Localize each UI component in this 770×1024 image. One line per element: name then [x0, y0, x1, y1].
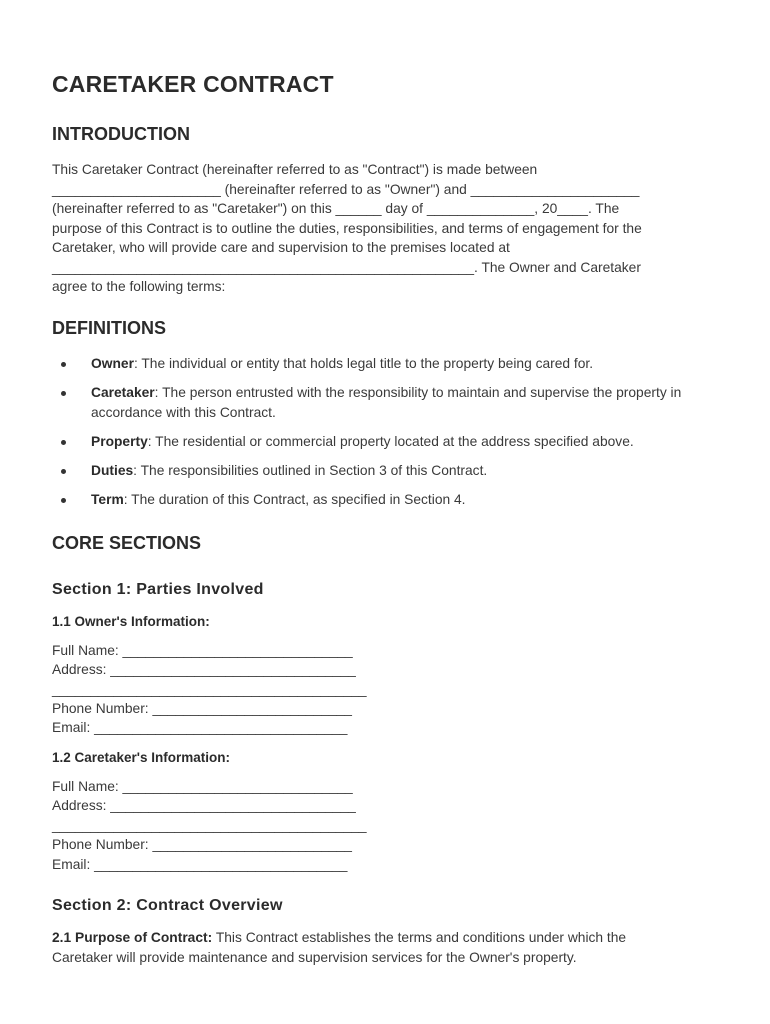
bullet-icon — [61, 391, 66, 396]
definitions-list — [52, 354, 722, 519]
caretaker-phone-field: Phone Number: __________________________ — [52, 837, 352, 852]
introduction-paragraph — [52, 160, 722, 297]
bullet-icon — [61, 498, 66, 503]
bullet-icon — [61, 469, 66, 474]
introduction-line: (hereinafter referred to as "Caretaker") on this ______ day of ______________, 20____. The — [52, 201, 620, 216]
purpose-text: This Contract establishes the terms and conditions under which the — [212, 930, 627, 945]
owner-address-field: Address: ________________________________ — [52, 662, 356, 677]
owner-phone-field: Phone Number: __________________________ — [52, 701, 352, 716]
introduction-line: agree to the following terms: — [52, 279, 226, 294]
definition-text: : The person entrusted with the responsibility to maintain and supervise the property in accordance with this Contract. — [91, 385, 682, 420]
caretaker-info-heading: 1.2 Caretaker's Information: — [52, 750, 231, 765]
caretaker-full-name-field: Full Name: ______________________________ — [52, 779, 353, 794]
introduction-heading: INTRODUCTION — [52, 124, 190, 144]
caretaker-address-line2-field: _________________________________________ — [52, 818, 367, 833]
definition-text: : The residential or commercial property located at the address specified above. — [147, 433, 634, 449]
definition-item-term — [52, 490, 722, 510]
purpose-line — [52, 928, 722, 948]
definition-item-duties — [52, 461, 722, 481]
purpose-paragraph — [52, 928, 722, 967]
definition-term: Owner — [91, 356, 134, 371]
introduction-line: ______________________ (hereinafter referred to as "Owner") and ______________________ — [52, 181, 640, 197]
definition-text: : The duration of this Contract, as specified in Section 4. — [123, 491, 466, 507]
purpose-label: 2.1 Purpose of Contract: — [52, 930, 213, 945]
definition-item-owner — [52, 354, 722, 374]
owner-full-name-field: Full Name: ______________________________ — [52, 643, 353, 658]
introduction-line: Caretaker, who will provide care and supervision to the premises located at — [52, 240, 510, 255]
purpose-line: Caretaker will provide maintenance and supervision services for the Owner's property. — [52, 949, 577, 965]
definition-term: Caretaker — [91, 385, 155, 400]
owner-info-heading: 1.1 Owner's Information: — [52, 614, 210, 629]
definition-term: Duties — [91, 462, 134, 478]
owner-address-line2-field: _________________________________________ — [52, 682, 367, 697]
caretaker-address-field: Address: ________________________________ — [52, 798, 356, 813]
definition-term: Term — [91, 491, 124, 507]
introduction-line: purpose of this Contract is to outline the duties, responsibilities, and terms of engagement for the — [52, 220, 642, 236]
document-title: CARETAKER CONTRACT — [52, 71, 334, 97]
caretaker-email-field: Email: _________________________________ — [52, 857, 348, 872]
definition-item-caretaker — [52, 383, 722, 422]
section2-heading: Section 2: Contract Overview — [52, 897, 283, 914]
bullet-icon — [61, 362, 66, 367]
definition-text: : The individual or entity that holds legal title to the property being cared for. — [133, 356, 594, 371]
section1-heading: Section 1: Parties Involved — [52, 581, 264, 598]
owner-email-field: Email: _________________________________ — [52, 720, 348, 735]
definition-item-property — [52, 432, 722, 452]
core-sections-heading: CORE SECTIONS — [52, 533, 202, 553]
definition-term: Property — [91, 433, 148, 449]
definitions-heading: DEFINITIONS — [52, 318, 167, 338]
bullet-icon — [61, 440, 66, 445]
definition-text: : The responsibilities outlined in Section 3 of this Contract. — [133, 462, 488, 478]
introduction-line: _______________________________________________________. The Owner and Caretaker — [52, 259, 641, 275]
introduction-line: This Caretaker Contract (hereinafter referred to as "Contract") is made between — [52, 162, 538, 177]
